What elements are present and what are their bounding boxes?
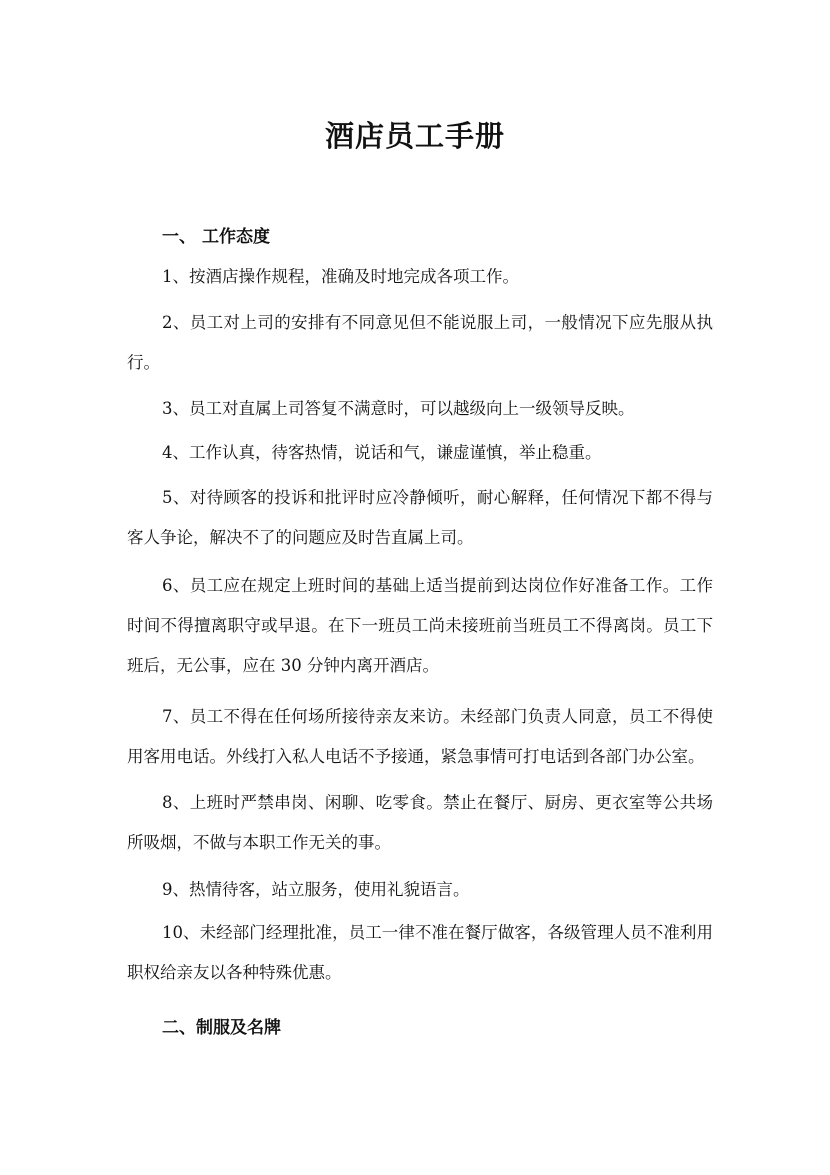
list-item: 9、热情待客，站立服务，使用礼貌语言。 [162,880,470,899]
list-item: 10、未经部门经理批准，员工一律不准在餐厅做客，各级管理人员不准利用职权给亲友以各种特殊优惠。 [127,923,713,982]
section-title: 工作态度 [202,227,270,247]
section-heading-work-attitude [162,222,270,247]
list-item: 6、员工应在规定上班时间的基础上适当提前到达岗位作好准备工作。工作时间不得擅离职守或早退。在下一班员工尚未接班前当班员工不得离岗。员工下班后，无公事，应在 30 分钟内离开酒店。 [127,576,713,675]
list-item: 3、员工对直属上司答复不满意时，可以越级向上一级领导反映。 [162,399,635,418]
list-item: 2、员工对上司的安排有不同意见但不能说服上司，一般情况下应先服从执行。 [127,313,713,372]
section-number: 一、 [162,227,196,247]
document-title: 酒店员工手册 [324,119,505,153]
list-item: 7、员工不得在任何场所接待亲友来访。未经部门负责人同意，员工不得使用客用电话。外线打入私人电话不予接通，紧急事情可打电话到各部门办公室。 [127,707,713,766]
section-heading-uniform: 二、制服及名牌 [162,1018,281,1038]
list-item: 8、上班时严禁串岗、闲聊、吃零食。禁止在餐厅、厨房、更衣室等公共场所吸烟，不做与本职工作无关的事。 [127,793,713,852]
list-item: 4、工作认真，待客热情，说话和气，谦虚谨慎，举止稳重。 [162,443,602,462]
list-item: 5、对待顾客的投诉和批评时应冷静倾听，耐心解释，任何情况下都不得与客人争论，解决不了的问题应及时告直属上司。 [127,488,713,547]
list-item: 1、按酒店操作规程，准确及时地完成各项工作。 [162,267,519,286]
